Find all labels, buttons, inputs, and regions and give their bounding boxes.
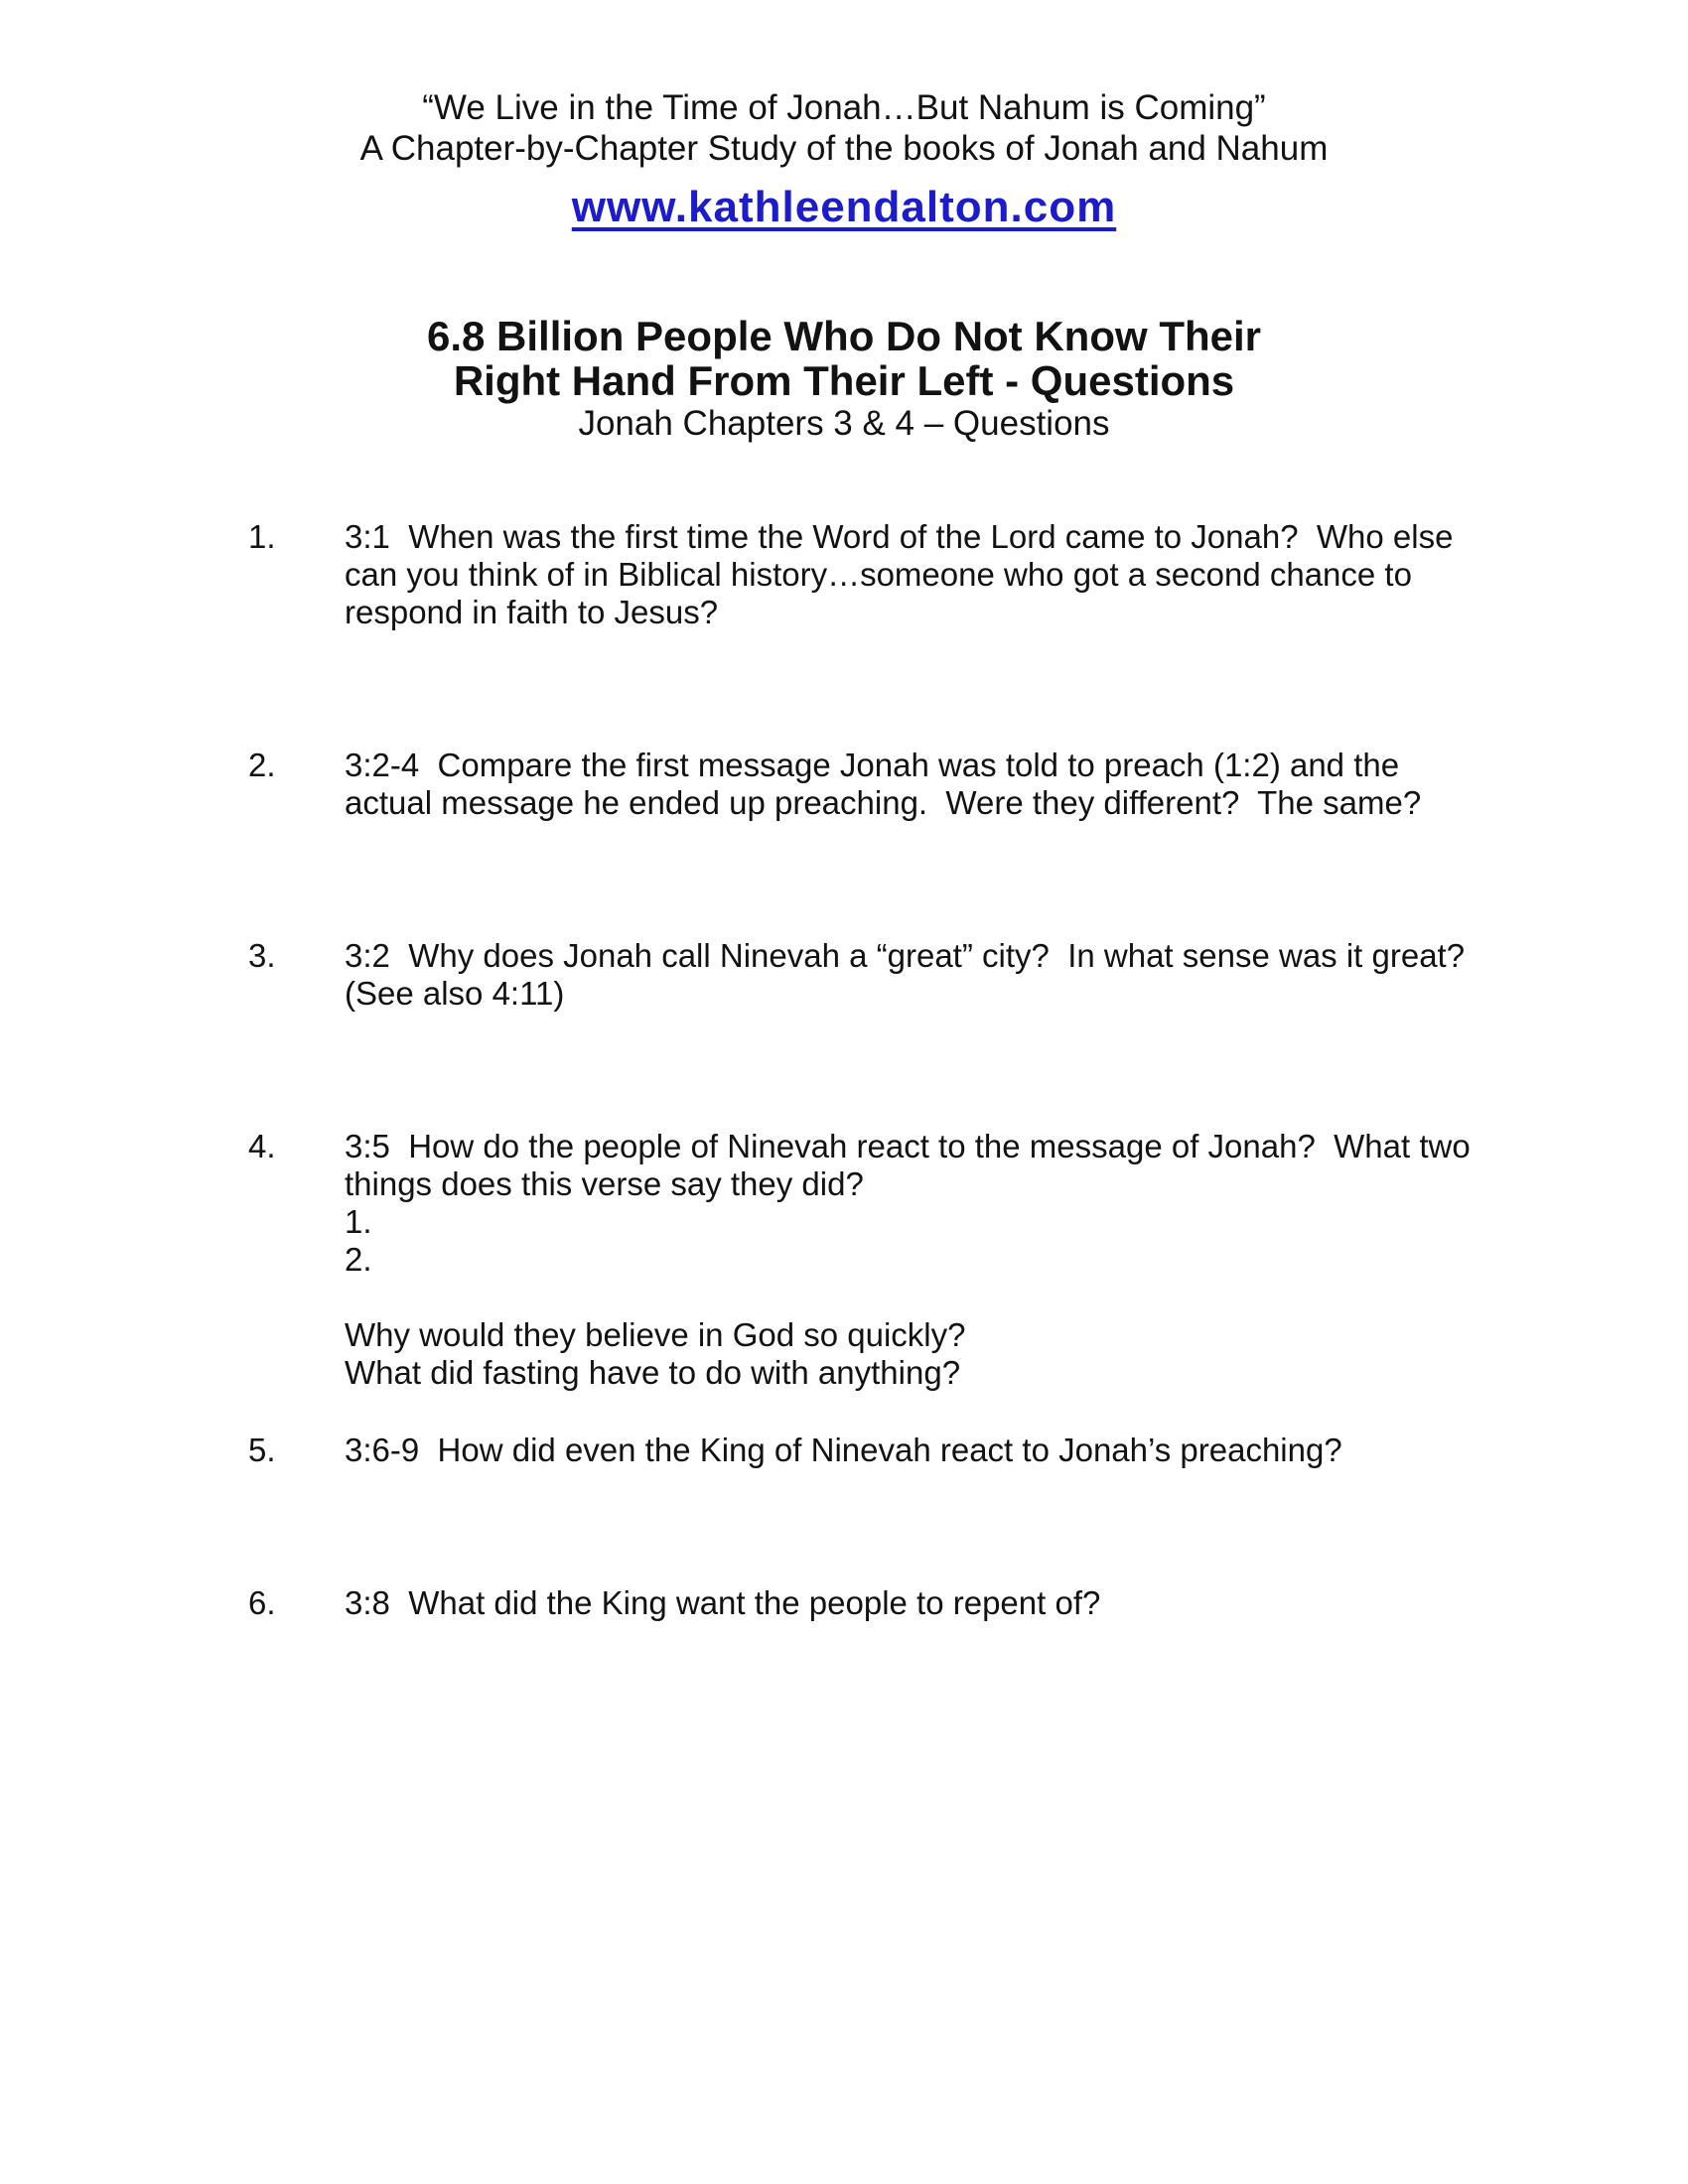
question-text	[345, 518, 1628, 631]
question-text-line: (See also 4:11)	[345, 975, 565, 1012]
question-text	[345, 1432, 1628, 1469]
question-followup-line: Why would they believe in God so quickly?	[345, 1316, 966, 1353]
questions-list	[248, 518, 1628, 1622]
question-followup-line: What did fasting have to do with anything?	[345, 1354, 961, 1391]
question-number: 2.	[248, 747, 276, 783]
question-text-line: 3:8 What did the King want the people to repent of?	[345, 1584, 1101, 1621]
question-number: 1.	[248, 518, 276, 555]
title-block	[0, 314, 1688, 445]
question-item-1	[248, 518, 1628, 631]
website-link-row	[0, 183, 1688, 232]
question-text	[345, 1584, 1628, 1622]
question-item-3	[248, 937, 1628, 1013]
question-text-line: 3:6-9 How did even the King of Ninevah react to Jonah’s preaching?	[345, 1432, 1342, 1468]
question-number: 3.	[248, 937, 276, 974]
question-text-line: actual message he ended up preaching. Were they different? The same?	[345, 784, 1422, 821]
question-item-5	[248, 1432, 1628, 1469]
question-item-6	[248, 1584, 1628, 1622]
question-number: 5.	[248, 1432, 276, 1468]
question-text-line: respond in faith to Jesus?	[345, 594, 719, 630]
question-text-line: can you think of in Biblical history…someone who got a second chance to	[345, 556, 1412, 593]
question-item-2	[248, 747, 1628, 822]
doc-title-line-1: 6.8 Billion People Who Do Not Know Their	[427, 313, 1261, 359]
document-header	[0, 0, 1688, 232]
question-text-line: 3:2 Why does Jonah call Ninevah a “great” city? In what sense was it great?	[345, 937, 1466, 974]
question-number: 4.	[248, 1128, 276, 1164]
doc-subtitle: Jonah Chapters 3 & 4 – Questions	[578, 404, 1110, 443]
question-text-line: 3:2-4 Compare the first message Jonah was told to preach (1:2) and the	[345, 747, 1400, 783]
question-text-line: 3:1 When was the first time the Word of the Lord came to Jonah? Who else	[345, 518, 1454, 555]
question-text	[345, 937, 1628, 1013]
question-item-4	[248, 1128, 1628, 1392]
question-text	[345, 747, 1628, 822]
question-number: 6.	[248, 1584, 276, 1621]
question-text-line: things does this verse say they did?	[345, 1165, 864, 1202]
question-sub-item-2: 2.	[345, 1241, 372, 1278]
blank-line	[345, 1279, 1628, 1316]
question-text-line: 3:5 How do the people of Ninevah react to the message of Jonah? What two	[345, 1128, 1471, 1164]
question-sub-item-1: 1.	[345, 1203, 372, 1240]
doc-title-line-2: Right Hand From Their Left - Questions	[453, 357, 1235, 404]
website-link[interactable]: www.kathleendalton.com	[571, 183, 1117, 231]
header-study-line: A Chapter-by-Chapter Study of the books of Jonah and Nahum	[359, 129, 1329, 168]
header-quote-line: “We Live in the Time of Jonah…But Nahum is Coming”	[422, 88, 1266, 127]
question-text	[345, 1128, 1628, 1392]
